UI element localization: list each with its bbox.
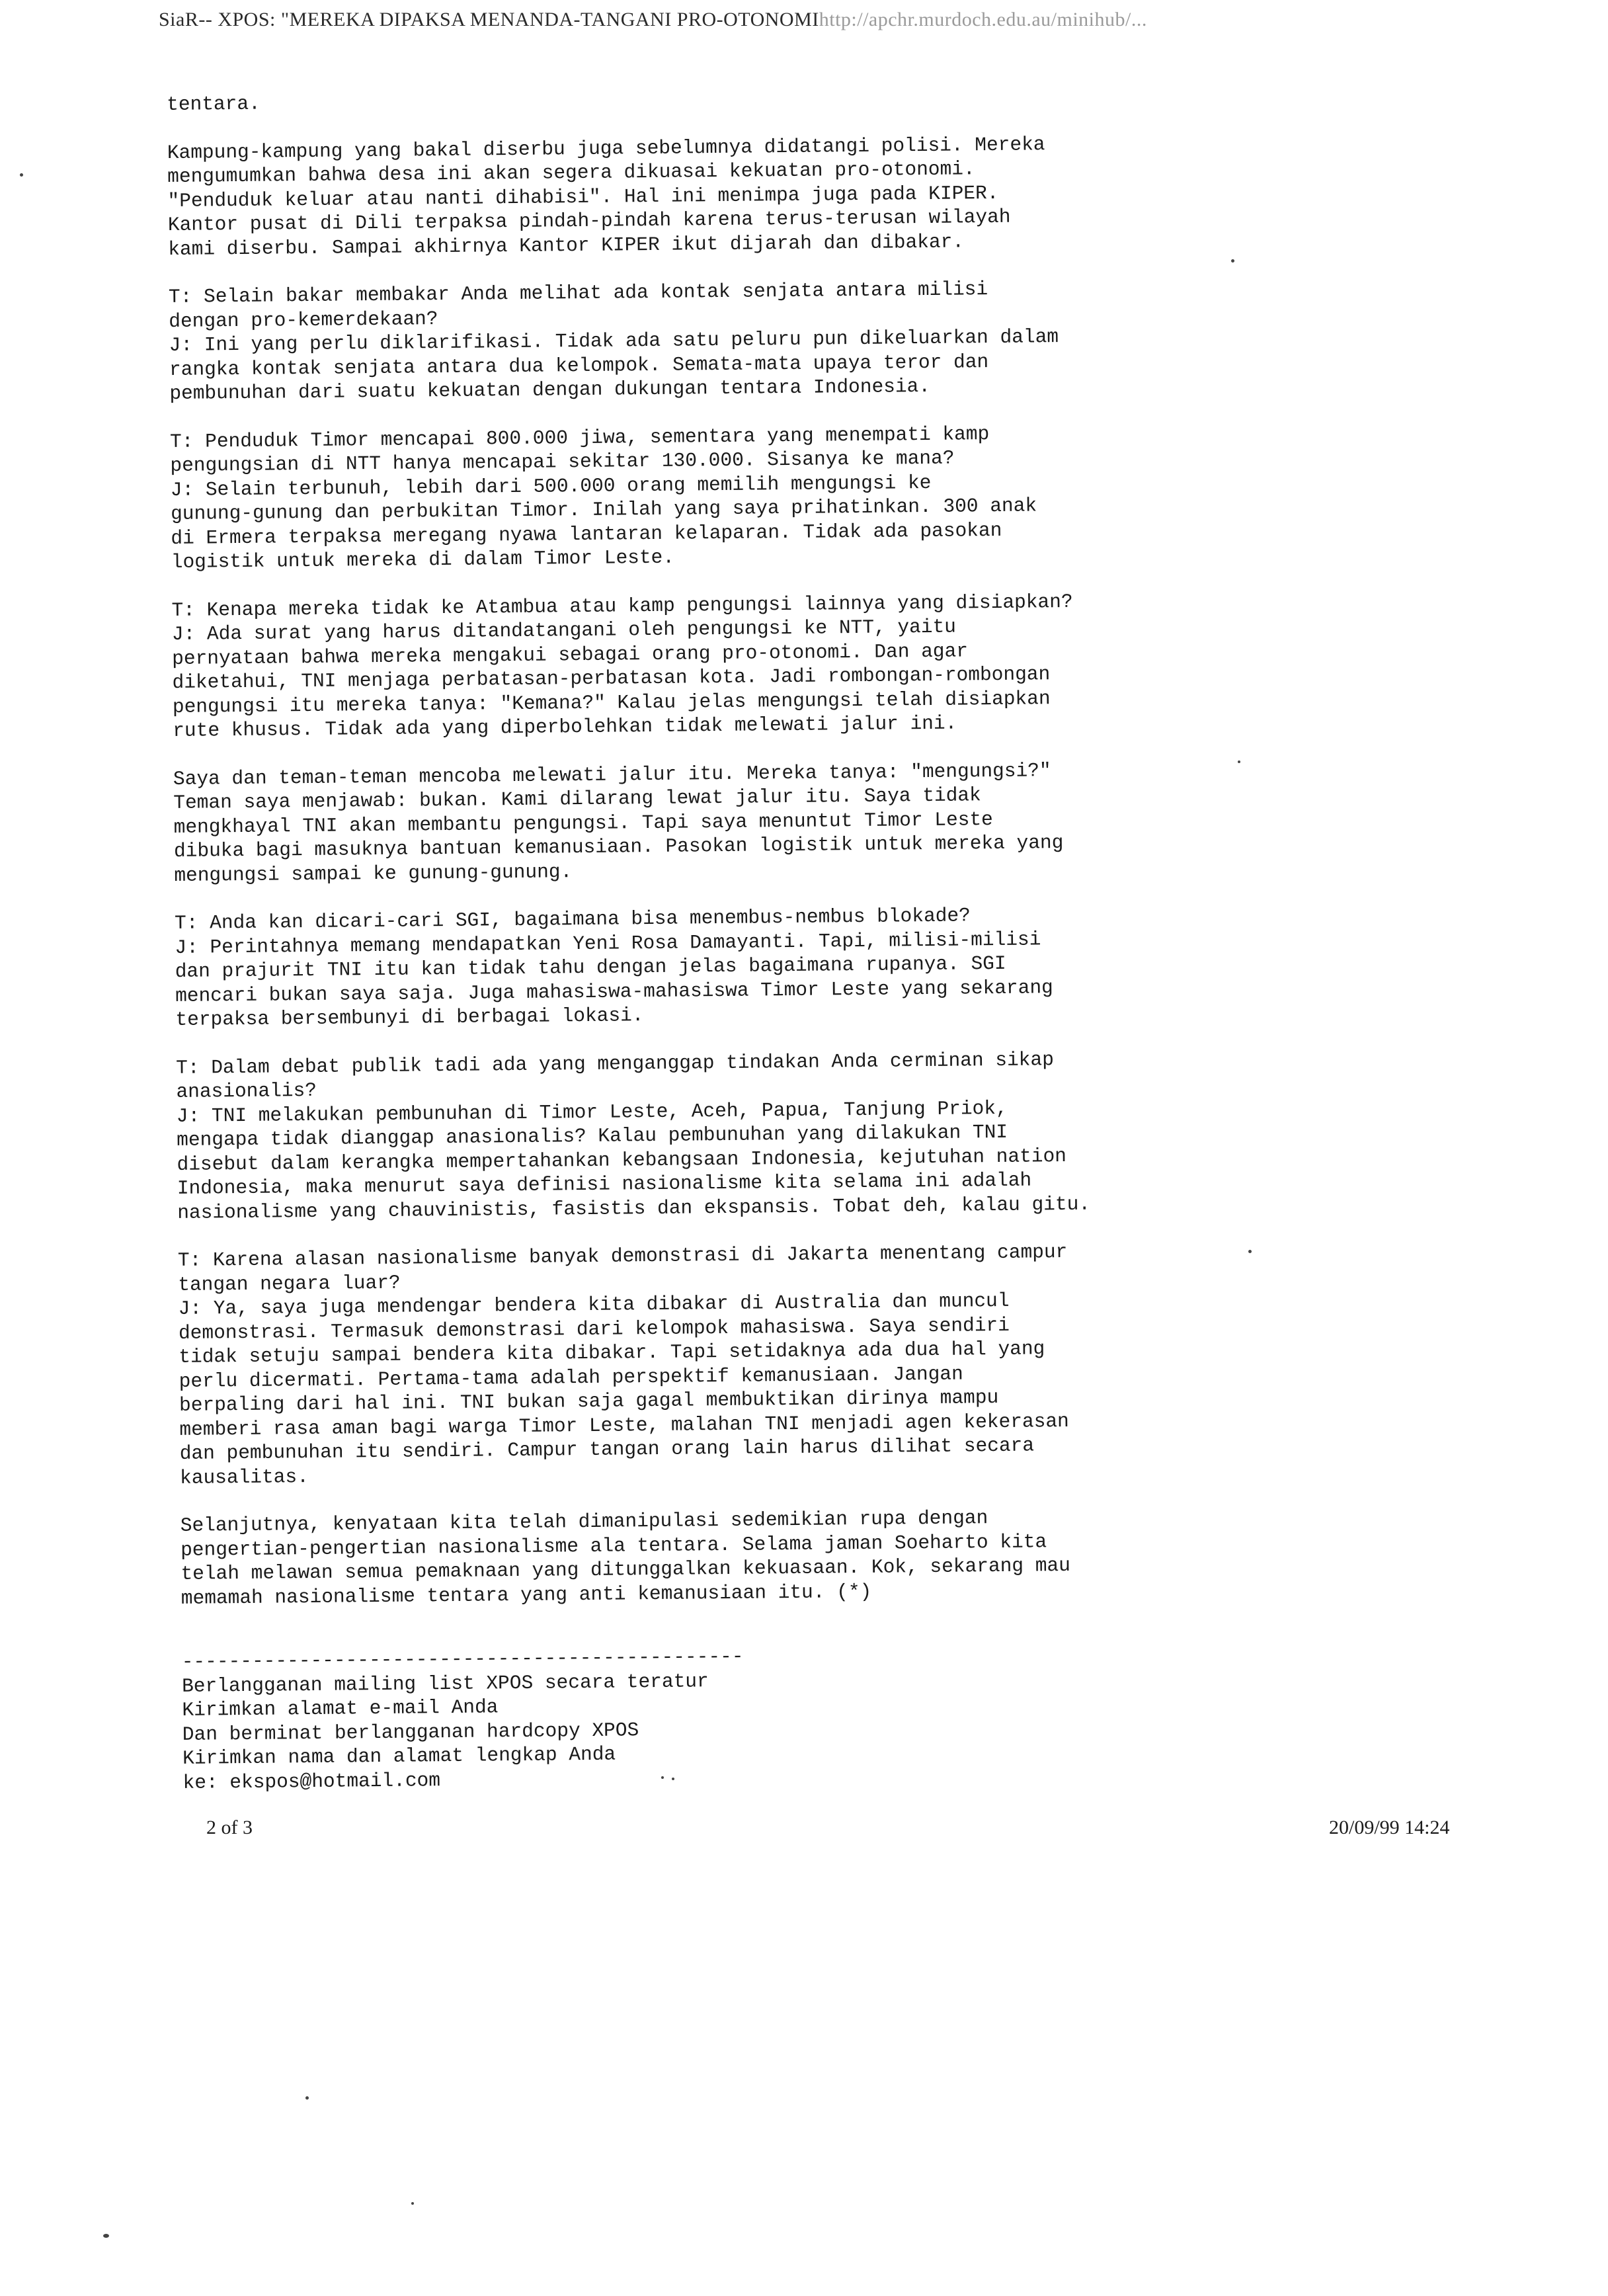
subscription-divider: ------------------------------------------------ bbox=[181, 1645, 744, 1673]
print-datetime: 20/09/99 14:24 bbox=[1329, 1817, 1450, 1838]
text-line: memberi rasa aman bagi warga Timor Leste, malahan TNI menjadi agen kekerasan bbox=[179, 1409, 1069, 1441]
scan-speck bbox=[1238, 760, 1240, 763]
text-line: perlu dicermati. Pertama-tama adalah perspektif kemanusiaan. Jangan bbox=[179, 1362, 963, 1393]
subscription-line: Kirimkan nama dan alamat lengkap Anda bbox=[182, 1742, 616, 1770]
scan-speck bbox=[661, 1776, 664, 1779]
text-line: rute khusus. Tidak ada yang diperbolehkan tidak melewati jalur ini. bbox=[173, 712, 957, 742]
text-line: Saya dan teman-teman mencoba melewati jalur itu. Mereka tanya: "mengungsi?" bbox=[173, 758, 1051, 790]
subscription-line: Kirimkan alamat e-mail Anda bbox=[182, 1696, 499, 1721]
paragraph bbox=[167, 130, 1253, 261]
paragraph bbox=[173, 757, 1259, 887]
text-line: dibuka bagi masuknya bantuan kemanusiaan. Pasokan logistik untuk mereka yang bbox=[173, 831, 1064, 862]
text-line: kausalitas. bbox=[179, 1465, 309, 1489]
text-line: berpaling dari hal ini. TNI bukan saja gagal membuktikan dirinya mampu bbox=[179, 1386, 999, 1416]
paragraph bbox=[167, 82, 1251, 116]
text-line: memamah nasionalisme tentara yang anti kemanusiaan itu. (*) bbox=[181, 1580, 872, 1610]
text-line: mencari bukan saya saja. Juga mahasiswa-mahasiswa Timor Leste yang sekarang bbox=[175, 975, 1053, 1007]
text-line: J: TNI melakukan pembunuhan di Timor Leste, Aceh, Papua, Tanjung Priok, bbox=[176, 1096, 1008, 1128]
text-line: pembunuhan dari suatu kekuatan dengan dukungan tentara Indonesia. bbox=[169, 374, 931, 405]
text-line: mengapa tidak dianggap anasionalis? Kalau pembunuhan yang dilakukan TNI bbox=[177, 1120, 1008, 1151]
text-line: J: Ada surat yang harus ditandatangani oleh pengungsi ke NTT, yaitu bbox=[171, 615, 957, 645]
text-line: T: Karena alasan nasionalisme banyak demonstrasi di Jakarta menentang campur bbox=[177, 1241, 1068, 1272]
text-line: pengertian-pengertian nasionalisme ala tentara. Selama jaman Soeharto kita bbox=[180, 1530, 1047, 1561]
scan-speck bbox=[305, 2096, 309, 2100]
scan-speck bbox=[1231, 259, 1234, 263]
text-line: T: Dalam debat publik tadi ada yang menganggap tindakan Anda cerminan sikap bbox=[175, 1047, 1054, 1079]
text-line: J: Ya, saya juga mendengar bendera kita dibakar di Australia dan muncul bbox=[178, 1289, 1010, 1320]
text-line: pernyataan bahwa mereka mengakui sebagai orang pro-otonomi. Dan agar bbox=[172, 639, 969, 670]
text-line: gunung-gunung dan perbukitan Timor. Inilah yang saya prihatinkan. 300 anak bbox=[170, 494, 1037, 525]
scan-speck bbox=[1248, 1250, 1252, 1253]
text-line: Selanjutnya, kenyataan kita telah dimanipulasi sedemikian rupa dengan bbox=[180, 1506, 988, 1537]
text-line: mengungsi sampai ke gunung-gunung. bbox=[174, 860, 573, 887]
article-text bbox=[167, 82, 1266, 1610]
text-line: terpaksa bersembunyi di berbagai lokasi. bbox=[175, 1004, 644, 1031]
text-line: rangka kontak senjata antara dua kelompok. Semata-mata upaya teror dan bbox=[169, 350, 989, 381]
text-line: demonstrasi. Termasuk demonstrasi dari kelompok mahasiswa. Saya sendiri bbox=[178, 1313, 1010, 1344]
text-line: disebut dalam kerangka mempertahankan kebangsaan Indonesia, kejutuhan nation bbox=[177, 1144, 1067, 1176]
text-line: mengumumkan bahwa desa ini akan segera dikuasai kekuatan pro-otonomi. bbox=[167, 157, 975, 188]
paragraph bbox=[178, 1238, 1264, 1490]
text-line: tidak setuju sampai bendera kita dibakar. Tapi setidaknya ada dua hal yang bbox=[179, 1337, 1045, 1368]
text-line: mengkhayal TNI akan membantu pengungsi. Tapi saya menuntut Timor Leste bbox=[173, 807, 993, 839]
subscription-line: Berlangganan mailing list XPOS secara teratur bbox=[181, 1669, 709, 1698]
text-line: pengungsian di NTT hanya mencapai sekitar 130.000. Sisanya ke mana? bbox=[170, 446, 955, 477]
subscription-lines bbox=[182, 1664, 1267, 1795]
text-line: kami diserbu. Sampai akhirnya Kantor KIPER ikut dijarah dan dibakar. bbox=[168, 229, 965, 261]
page-header bbox=[159, 8, 1415, 32]
paragraph bbox=[170, 419, 1256, 575]
paragraph bbox=[181, 1503, 1266, 1610]
scan-speck bbox=[411, 2202, 414, 2205]
text-line: logistik untuk mereka di dalam Timor Leste. bbox=[171, 546, 675, 573]
text-line: dan pembunuhan itu sendiri. Campur tangan orang lain harus dilihat secara bbox=[179, 1434, 1035, 1465]
text-line: Indonesia, maka menurut saya definisi nasionalisme kita selama ini adalah bbox=[177, 1168, 1032, 1200]
text-line: T: Anda kan dicari-cari SGI, bagaimana bisa menembus-nembus blokade? bbox=[174, 904, 971, 934]
header-title: SiaR-- XPOS: "MEREKA DIPAKSA MENANDA-TANGANI PRO-OTONOMI bbox=[159, 9, 819, 30]
text-line: di Ermera terpaksa meregang nyawa lantaran kelaparan. Tidak ada pasokan bbox=[171, 518, 1002, 550]
text-line: "Penduduk keluar atau nanti dihabisi". Hal ini menimpa juga pada KIPER. bbox=[167, 181, 999, 212]
text-line: dan prajurit TNI itu kan tidak tahu dengan jelas bagaimana rupanya. SGI bbox=[175, 952, 1006, 983]
text-line: pengungsi itu mereka tanya: "Kemana?" Kalau jelas mengungsi telah disiapkan bbox=[172, 686, 1051, 718]
text-line: T: Selain bakar membakar Anda melihat ada kontak senjata antara milisi bbox=[168, 278, 988, 308]
subscription-line: Dan berminat berlangganan hardcopy XPOS bbox=[182, 1718, 639, 1746]
text-line: tentara. bbox=[167, 92, 261, 116]
text-line: T: Penduduk Timor mencapai 800.000 jiwa, sementara yang menempati kamp bbox=[169, 422, 990, 453]
scan-speck bbox=[103, 2234, 109, 2238]
page-number: 2 of 3 bbox=[206, 1817, 253, 1838]
subscription-block bbox=[182, 1639, 1267, 1795]
text-line: dengan pro-kemerdekaan? bbox=[169, 307, 438, 333]
paragraph bbox=[171, 588, 1257, 743]
text-line: nasionalisme yang chauvinistis, fasistis dan ekspansis. Tobat deh, kalau gitu. bbox=[177, 1192, 1091, 1224]
text-line: T: Kenapa mereka tidak ke Atambua atau kamp pengungsi lainnya yang disiapkan? bbox=[171, 590, 1073, 622]
scan-speck bbox=[672, 1778, 674, 1780]
document-body bbox=[167, 82, 1267, 1795]
paragraph bbox=[175, 901, 1260, 1032]
paragraph bbox=[169, 274, 1254, 405]
text-line: Kantor pusat di Dili terpaksa pindah-pindah karena terus-terusan wilayah bbox=[167, 205, 1011, 236]
text-line: tangan negara luar? bbox=[178, 1271, 401, 1296]
paragraph bbox=[176, 1046, 1262, 1225]
text-line: J: Ini yang perlu diklarifikasi. Tidak ada satu peluru pun dikeluarkan dalam bbox=[169, 325, 1059, 356]
scan-speck bbox=[20, 173, 23, 177]
text-line: anasionalis? bbox=[176, 1079, 317, 1103]
subscription-line: ke: ekspos@hotmail.com bbox=[182, 1768, 441, 1794]
text-line: telah melawan semua pemaknaan yang ditunggalkan kekuasaan. Kok, sekarang mau bbox=[181, 1553, 1071, 1585]
text-line: diketahui, TNI menjaga perbatasan-perbatasan kota. Jadi rombongan-rombongan bbox=[172, 663, 1051, 694]
header-url: http://apchr.murdoch.edu.au/minihub/... bbox=[819, 9, 1147, 30]
text-line: Teman saya menjawab: bukan. Kami dilarang lewat jalur itu. Saya tidak bbox=[173, 784, 981, 814]
text-line: J: Perintahnya memang mendapatkan Yeni Rosa Damayanti. Tapi, milisi-milisi bbox=[175, 927, 1041, 959]
text-line: J: Selain terbunuh, lebih dari 500.000 orang memilih mengungsi ke bbox=[170, 471, 932, 501]
text-line: Kampung-kampung yang bakal diserbu juga sebelumnya didatangi polisi. Mereka bbox=[167, 132, 1045, 164]
